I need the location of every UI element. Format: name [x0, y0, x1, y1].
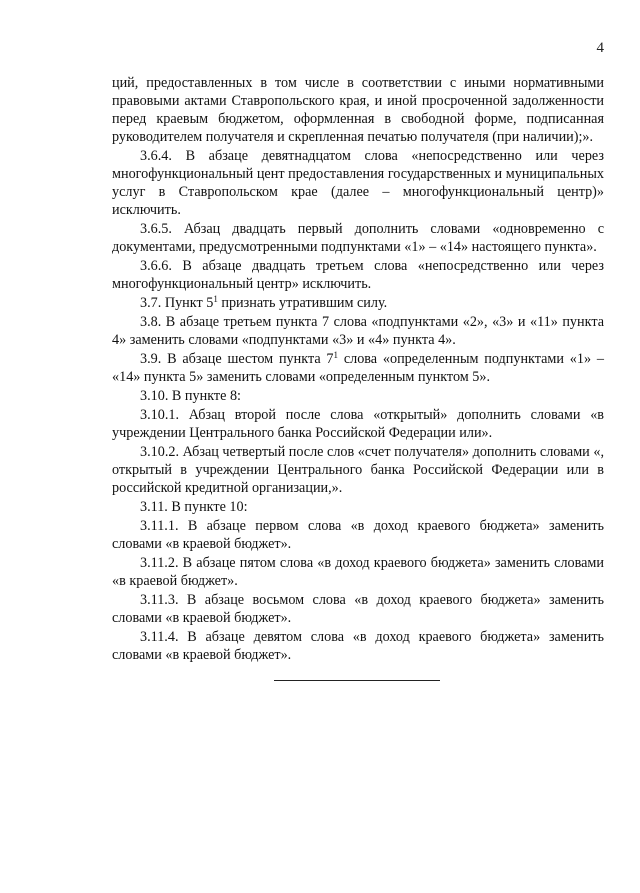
- paragraph: 3.11.3. В абзаце восьмом слова «в доход краевого бюджета» заменить словами «в краевой бюджет».: [112, 592, 604, 626]
- superscript: 1: [213, 294, 218, 304]
- paragraph: [112, 294, 604, 312]
- paragraph: ций, предоставленных в том числе в соответствии с иными нормативными правовыми актами Ставропольского края, и иной просроченной задолженности перед краевым бюджетом, оформленная в свободной форме, подписанная руководителем получателя и скрепленная печатью получателя (при наличии);».: [112, 75, 604, 145]
- paragraph: 3.10. В пункте 8:: [140, 388, 241, 404]
- paragraph-text: 3.7. Пункт 5: [140, 295, 214, 311]
- paragraph: 3.11. В пункте 10:: [140, 499, 248, 515]
- paragraph: 3.11.1. В абзаце первом слова «в доход краевого бюджета» заменить словами «в краевой бюджет».: [112, 518, 604, 552]
- superscript: 1: [333, 350, 339, 360]
- paragraph: 3.6.5. Абзац двадцать первый дополнить словами «одновременно с документами, предусмотренными подпунктами «1» – «14» настоящего пункта».: [112, 221, 604, 255]
- paragraph-text: слова «определенным подпунктами «1» – «14» пункта 5» заменить словами «определенным пунктом 5».: [112, 351, 604, 385]
- paragraph: 3.10.2. Абзац четвертый после слов «счет получателя» дополнить словами «, открытый в учреждении Центрального банка Российской Федерации или в российской кредитной организации,».: [112, 444, 604, 496]
- paragraph-text: признать утратившим силу.: [217, 295, 388, 311]
- end-rule: [274, 680, 440, 681]
- paragraph: 3.10.1. Абзац второй после слова «открытый» дополнить словами «в учреждении Центрального банка Российской Федерации или».: [112, 407, 604, 441]
- paragraph-text: 3.9. В абзаце шестом пункта 7: [140, 351, 334, 367]
- page-number: 4: [596, 40, 604, 56]
- paragraph: 3.11.4. В абзаце девятом слова «в доход краевого бюджета» заменить словами «в краевой бюджет».: [112, 629, 604, 663]
- paragraph: 3.6.6. В абзаце двадцать третьем слова «непосредственно или через многофункциональный центр» исключить.: [112, 258, 604, 292]
- document-body: [112, 74, 604, 664]
- paragraph: 3.6.4. В абзаце девятнадцатом слова «непосредственно или через многофункциональный цент предоставления государственных и муниципальных услуг в Ставропольском крае (далее – многофункциональный центр)» исключить.: [112, 148, 604, 218]
- paragraph: 3.8. В абзаце третьем пункта 7 слова «подпунктами «2», «3» и «11» пункта 4» заменить словами «подпунктами «3» и «4» пункта 4».: [112, 314, 604, 348]
- paragraph: 3.11.2. В абзаце пятом слова «в доход краевого бюджета» заменить словами «в краевой бюджет».: [112, 555, 604, 589]
- paragraph: [112, 350, 604, 386]
